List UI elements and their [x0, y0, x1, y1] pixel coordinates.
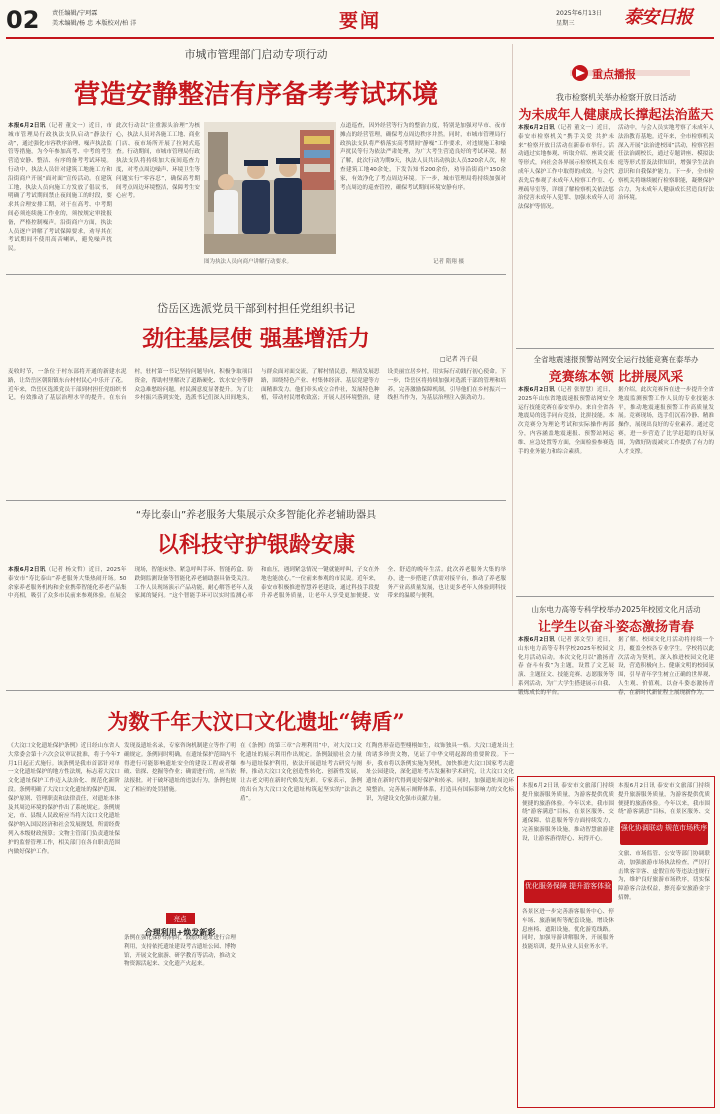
a1-col2: 此次行动以“注重源头治理”为核心，执法人员对各施工工地、商业门店、夜市场所开展了拉网式巡查。行动期间，市城市管理局行政执法支队将持续加大夜间巡查力度，对考点周边噪声、环境卫生等问题实行“零容忍”，确保高考期间考点周边环境整洁，保障考生安心应考。	[116, 123, 200, 200]
a1-photo-credit: 记者 隋翔 摄	[433, 259, 464, 265]
s1-byline-rest: （记者 董文一）	[554, 125, 597, 131]
a4-col2b: 条例在强化保护的同时，鼓励对遗址进行合理利用，支持依托遗址建设考古遗址公园、博物馆，开展文化旅游、研学教育等活动，推动文物资源活起来、文化遗产火起来。	[124, 935, 236, 968]
a1-headline: 营造安静整洁有序备考考试环境	[73, 80, 438, 110]
s2-body-a: 近日，2025年山东省地震速报预警站网安全运行技能竞赛在泰安举办。来自全省各地震局的选手同台竞技，比拼技能。本次竞赛分为理论考试和实际操作两部分，内容涵盖地震速报、预警站网运维、应急处置等方面，全面检验参赛选手的业务能力和综合素质。	[518, 387, 614, 455]
s1-kicker: 我市检察机关举办检察开放日活动	[556, 93, 676, 102]
a3-body-text: 近日，2025年泰安市“寿比泰山”养老服务大集热闹开场。50余家养老服务机构和企业携带智能化养老产品集中亮相，吸引了众多市民前来参观体验。在展会现场，智能床垫、紧急呼叫手环、智能药盒、防跌倒监测设备等智能化养老辅助器具备受关注。工作人员现场演示产品功能，耐心解答老年人及家属的疑问。“这个智能手环可以实时监测心率和血压，遇到紧急情况一键就能呼叫，子女在外地也能放心。”一位前来参观的市民说。近年来，泰安市积极推进智慧养老建设，通过科技手段提升养老服务质量，让老年人享受更加便捷、安全、舒适的晚年生活。此次养老服务大集的举办，进一步搭建了供需对接平台，推动了养老服务产业高质量发展，也让更多老年人体验到科技带来的温暖与便利。	[8, 567, 506, 600]
s3-body-a: 近日，山东电力高等专科学校2025年校园文化月活动启动。本次文化月以“激扬青春 奋斗有我”为主题，设置了文艺展演、主题征文、技能竞赛、志愿服务等系列活动，为广大学生搭建展示自我、锻炼成长的平台。	[518, 637, 614, 696]
s1-headline: 为未成年人健康成长撑起法治蓝天	[518, 108, 714, 123]
s2-kicker: 全省地震速报预警站网安全运行技能竞赛在泰举办	[533, 355, 699, 364]
a4-col4: 红陶兽形壶造型栩栩如生，纹饰独具一格。大汶口遗址出土的诸多珍贵文物，见证了中华文明起源的重要阶段。下一步，我市将以条例实施为契机，加快推进大汶口国家考古遗址公园建设，深化遗址考古发掘和学术研究，让大汶口文化遗址在新时代得到更好保护和传承。同时，加强遗址周边环境整治，完善展示阐释体系，打造具有国际影响力的文化标识，为建设文化强市贡献力量。	[366, 743, 514, 802]
s3-col-a	[518, 636, 614, 770]
s4-col-b-bottom: 文旅、市场监管、公安等部门协调联动，加强旅游市场执法检查，严厉打击欺客宰客、虚假宣传等违法违规行为，维护良好旅游市场秩序，切实保障游客合法权益，擦亮泰安旅游金字招牌。	[618, 851, 710, 901]
a4-col3: 在《条例》的第三章“合理利用”中，对大汶口文化遗址的展示利用作出规定。条例鼓励社会力量参与遗址保护利用，依法开展遗址考古研究与阐释，推动大汶口文化创造性转化、创新性发展，让古老文明在新时代焕发光彩。专家表示，条例的出台为大汶口文化遗址构筑起坚实的“法治之盾”。	[240, 743, 362, 802]
weekday-text: 星期三	[556, 20, 575, 27]
a1-kicker: 市城市管理部门启动专项行动	[184, 48, 328, 61]
masthead-date	[556, 9, 602, 29]
s1-body-a: 近日，泰安市检察机关“携手关爱 共护未来”检察开放日活动在新泰市举行。活动通过实地参观、听取介绍、座谈交流等形式，向社会各界展示检察机关在未成年人保护工作中取得的成效。与会代表先后参观了未成年人检察工作室、心理疏导室等，详细了解检察机关依法惩治侵害未成年人犯罪、加强未成年人司法保护等情况。	[518, 125, 614, 211]
divider-a1	[6, 274, 506, 275]
a3-byline-lead: 本报6月2日讯	[8, 567, 46, 573]
divider-s1	[516, 348, 714, 349]
s3-kicker: 山东电力高等专科学校举办2025年校园文化月活动	[531, 605, 701, 614]
s3-headline: 让学生以奋斗姿态激扬青春	[537, 620, 694, 635]
a1-photo-officers	[204, 122, 336, 254]
masthead-editors	[52, 9, 136, 29]
page-number: 02	[6, 6, 40, 34]
a1-byline-lead: 本报6月2日讯	[8, 123, 46, 129]
paper-logo: 泰安日报	[624, 7, 692, 28]
divider-a2	[6, 500, 506, 501]
a2-headline: 劲往基层使 强基增活力	[142, 326, 370, 352]
s2-col-b: 据介绍，此次竞赛旨在进一步提升全省地震监测预警工作人员的专业技能水平，推动地震速报预警工作高质量发展。竞赛现场，选手们沉着冷静、精准操作，展现出良好的专业素养。通过竞赛，进一步营造了比学赶超的良好氛围，为做好防震减灾工作提供了有力的人才支撑。	[618, 387, 714, 455]
s1-byline-lead: 本报6月2日讯	[518, 125, 555, 131]
s4-col-b-top: 本报6月2日讯 泰安市文旅部门持续提升旅游服务质量，为游客提供优质便捷的旅游体验。今年以来，我市围绕“游客满意”目标，在景区服务、交	[618, 783, 710, 816]
a4-sidebar-title: 亮点	[166, 913, 195, 924]
section-title: 要闻	[338, 10, 381, 32]
a2-kicker: 岱岳区选派党员干部到村担任党组织书记	[157, 302, 355, 315]
a3-kicker: “寿比泰山”养老服务大集展示众多智能化养老辅助器具	[135, 510, 377, 521]
masthead-rule	[6, 37, 714, 39]
a4-headline: 为数千年大汶口文化遗址“铸盾”	[107, 709, 405, 734]
a1-col1-text: 近日，市城市管理局行政执法支队启动“静法行动”，通过强化市容秩序治理、噪声执法监管等措施，为今年参加高考、中考的考生营造安静、整洁、有序的备考考试环境。行动中，执法人员针对建筑工地施工方和沿街商户开展“面对面”宣传活动。在建筑工地，执法人员向施工方发放了倡议书，明确了考试期间禁止夜间施工的时段，要求其合理安排工期，对于在高考、中考期间必须连续施工作业的，须按规定审批报备，严格控制噪声。沿街商户方面，执法人员逐户讲解了考试保障要求，劝导其在考试期间不使用高音喇叭，避免噪声扰民。	[8, 123, 112, 253]
s1-col-a	[518, 124, 614, 344]
s1-col-b: 活动中，与会人员实地考察了未成年人法治教育基地。近年来，全市检察机关深入开展“法治进校园”活动，检察官担任法治副校长，通过专题讲座、模拟法庭等形式普及法律知识，增强学生法治意识和自我保护能力。下一步，全市检察机关将继续履行检察职能，凝聚保护合力，为未成年人健康成长营造良好法治环境。	[618, 125, 714, 202]
s1-section-tag	[570, 62, 690, 84]
a3-headline: 以科技守护银龄安康	[156, 532, 355, 558]
officers-illustration	[204, 122, 336, 254]
a3-byline-rest: （记者 杨文哲）	[45, 567, 89, 573]
s4-subhead-2: 强化协调联动 规范市场秩序	[620, 822, 708, 845]
s2-byline-rest: （记者 张智慧）	[554, 387, 597, 393]
s3-byline-lead: 本报6月2日讯	[518, 637, 555, 643]
right-column-rule	[512, 44, 513, 686]
a1-photo-caption: 图为执法人员向商户讲解行动要求。	[204, 259, 293, 265]
s2-byline-lead: 本报6月2日讯	[518, 387, 555, 393]
a4-sidebar-sub: 合理利用+焕发新彩	[144, 928, 216, 937]
s2-col-a	[518, 386, 614, 586]
a1-byline-rest: （记者 董文一）	[45, 123, 89, 129]
s4-subhead-1: 优化服务保障 提升游客体验	[524, 880, 612, 903]
s2-headline: 竞赛练本领 比拼展风采	[548, 370, 684, 385]
s4-col-a-bottom: 各景区进一步完善游客服务中心、停车场、旅游厕所等配套设施，增设休息座椅、遮阳设施，优化游览线路。同时，加强导游讲解服务，开展服务技能培训，提升从业人员业务水平。	[522, 909, 614, 951]
a1-col1	[8, 122, 112, 260]
a2-byline: □记者 冯子晨	[440, 356, 478, 363]
editors-line-1: 责任编辑/宁珂霖	[52, 10, 98, 17]
a3-body	[8, 566, 506, 678]
a2-body: 麦收时节，一条位于村东部将开通的新建水泥路，让岱岳区朝阳镇东台村村民心中乐开了花。近年来，岱岳区选派党员干部到村担任党组织书记，有效推动了基层治理水平的提升。在东台村，驻村第一书记坚持问题导向，积极争取项目资金，帮助村里解决了道路硬化、饮水安全等群众急难愁盼问题，村民满意度显著提升。为了让乡村振兴落到实处，选派书记们深入田间地头，与群众面对面交流，了解村情民意，理清发展思路，围绕特色产业、村集体经济、基层党建等方面精准发力。他们牵头成立合作社，发展特色种植，带动村民增收致富；开展人居环境整治，建设美丽宜居乡村，用实际行动践行初心使命。下一步，岱岳区将持续加强对选派干部的管理和培养，完善激励保障机制，引导他们在乡村振兴一线担当作为，为基层治理注入强劲动力。	[8, 369, 506, 402]
divider-s2	[516, 596, 714, 597]
s4-col-a-top: 本报6月2日讯 泰安市文旅部门持续提升旅游服务质量，为游客提供优质便捷的旅游体验。今年以来，我市围绕“游客满意”目标，在景区服务、交通保障、信息服务等方面持续发力，完善旅游服务设施，推动智慧旅游建设，让游客游得舒心、玩得开心。	[522, 783, 614, 842]
a4-col1: 《大汶口文化遗址保护条例》近日经山东省人大常委会第十六次会议审议批准，将于今年7月1日起正式施行。该条例是我市首部针对单一文化遗址保护的地方性法规，标志着大汶口文化遗址保护工作迈入法治化、规范化新阶段。条例明确了大汶口文化遗址的保护范围、保护原则、管理职责和法律责任，对遗址本体及其周边环境的保护作出了系统规定。条例规定，市、县级人民政府应当将大汶口文化遗址保护纳入国民经济和社会发展规划，所需经费列入本级财政预算；文物主管部门负责遗址保护的监督管理工作，相关部门在各自职责范围内做好保护工作。	[8, 743, 120, 855]
a1-col3: 点道巡查，因外经营等行为的整治力度，特别是加强对早市、夜市摊点的经营管理，确保考点周边秩序井然。同时，市城市管理局行政执法支队将严格落实高考期间“静噪”工作要求，对违规施工和噪声扰民等行为依法严肃处理，为广大考生营造良好的考试环境。据了解，此次行动为期9天，执法人员共出动执法人员320余人次，检查建筑工地40余处，下发告知书200余份，劝导沿街商户150余家，有效净化了考点周边环境。下一步，城市管理局将持续加强对考点周边的巡查管控，确保考试期间环境安静有序。	[340, 123, 506, 191]
s1-section-label: 重点播报	[592, 68, 636, 81]
s3-col-b: 据了解，校园文化月活动将持续一个月，覆盖全校各专业学生。学校将以此次活动为契机，深入推进校园文化建设，营造积极向上、健康文明的校园氛围，引导青年学生树立正确的世界观、人生观、价值观，以奋斗姿态激扬青春，在新时代新征程上展现新作为。	[618, 637, 714, 696]
editors-line-2: 美术编辑/杨 忠 本版校对/柏 洋	[52, 20, 137, 27]
a4-col2: 发现及遗址名录，专家咨询机制建立等作了明确规定。条例同时明确，在遗址保护范围内不得进行可能影响遗址安全的建设工程或者爆破、钻探、挖掘等作业；确需进行的，应当依法报批。对于破坏遗址的违法行为，条例也规定了相应的处罚措施。	[124, 743, 236, 793]
date-text: 2025年6月13日	[556, 10, 603, 17]
s3-byline-rest: （记者 郭文莹）	[554, 637, 597, 643]
